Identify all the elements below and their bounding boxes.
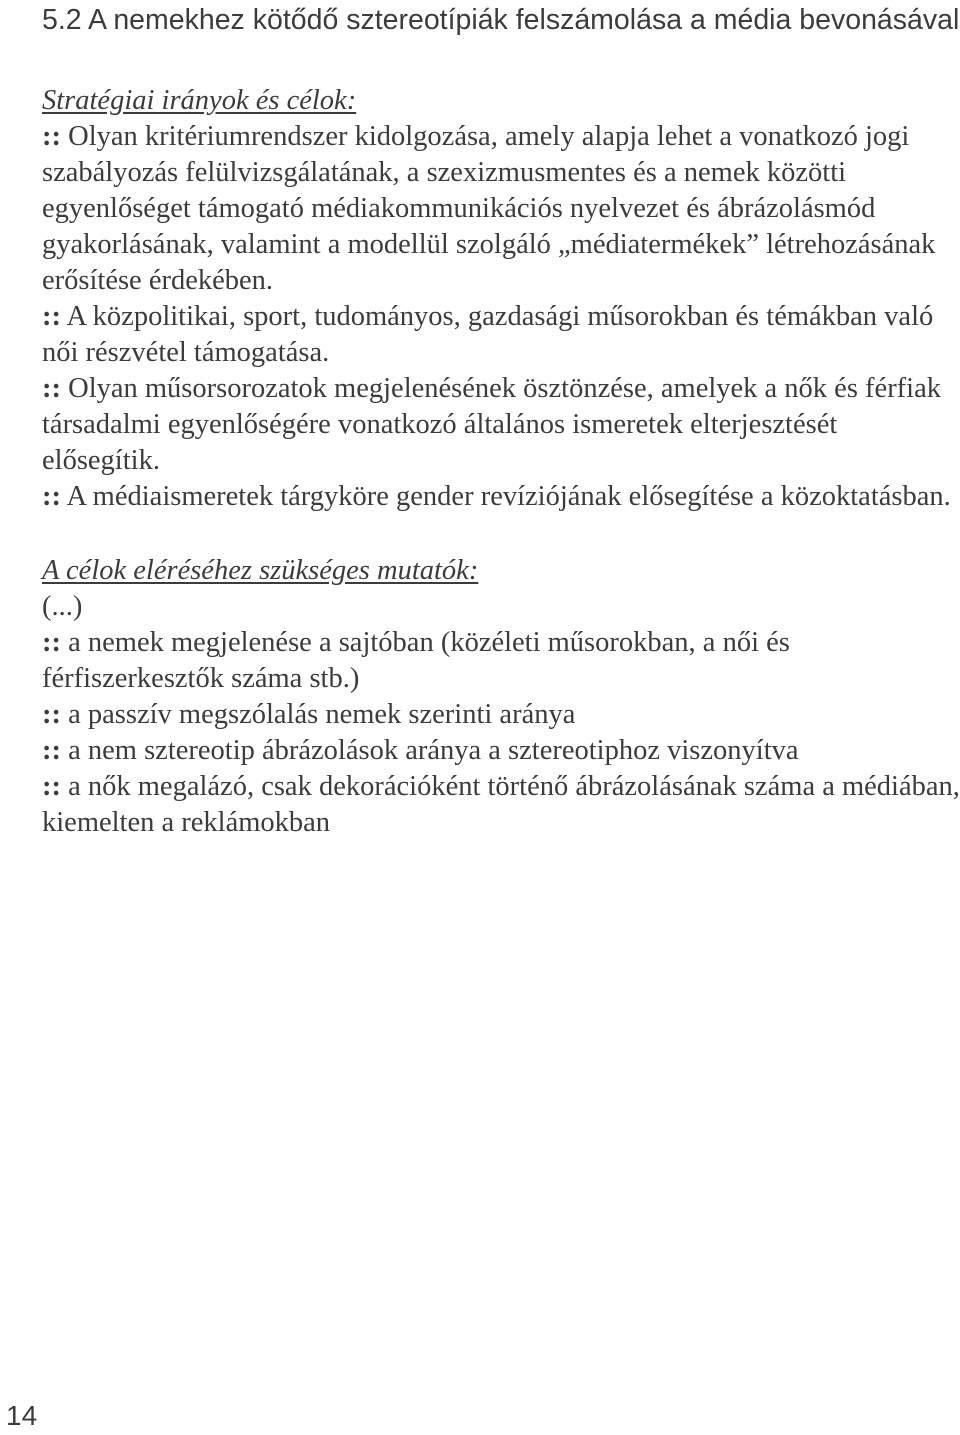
bullet-marker: :: — [42, 627, 61, 658]
list-item-text: a passzív megszólalás nemek szerinti aránya — [68, 699, 576, 730]
list-item — [42, 733, 960, 769]
list-item-text: Olyan kritériumrendszer kidolgozása, amely alapja lehet a vonatkozó jogi szabályozás felülvizsgálatának, a szexizmusmentes és a nemek közötti egyenlőséget támogató médiakommunikációs nyelvezet és ábrázolásmód gyakorlásának, valamint a modellül szolgáló „médiatermékek” létrehozásának erősítése érdekében. — [42, 121, 936, 296]
bullet-marker: :: — [42, 121, 61, 152]
page-number: 14 — [6, 1400, 38, 1431]
section-heading: 5.2 A nemekhez kötődő sztereotípiák felszámolása a média bevonásával — [42, 4, 960, 36]
list-item — [42, 119, 960, 299]
bullet-marker: :: — [42, 699, 61, 730]
indicators-section-title: A célok eléréséhez szükséges mutatók: — [42, 555, 479, 586]
list-item — [42, 479, 960, 515]
indicators-intro: (...) — [42, 591, 83, 622]
list-item — [42, 697, 960, 733]
bullet-marker: :: — [42, 735, 61, 766]
document-page — [42, 0, 960, 841]
list-item — [42, 625, 960, 697]
bullet-marker: :: — [42, 373, 61, 404]
bullet-marker: :: — [42, 481, 61, 512]
list-item — [42, 299, 960, 371]
list-item-text: a nők megalázó, csak dekorációként történő ábrázolásának száma a médiában, kiemelten a reklámokban — [42, 771, 960, 838]
list-item-text: A médiaismeretek tárgyköre gender revíziójának elősegítése a közoktatásban. — [66, 481, 951, 512]
bullet-marker: :: — [42, 771, 61, 802]
list-item — [42, 769, 960, 841]
list-item — [42, 371, 960, 479]
list-item-text: A közpolitikai, sport, tudományos, gazdasági műsorokban és témákban való női részvétel támogatása. — [42, 301, 934, 368]
bullet-marker: :: — [42, 301, 61, 332]
list-item-text: a nem sztereotip ábrázolások aránya a sztereotiphoz viszonyítva — [68, 735, 799, 766]
list-item-text: Olyan műsorsorozatok megjelenésének ösztönzése, amelyek a nők és férfiak társadalmi egyenlőségére vonatkozó általános ismeretek elterjesztését elősegítik. — [42, 373, 941, 476]
strategy-section-title: Stratégiai irányok és célok: — [42, 85, 357, 116]
list-item-text: a nemek megjelenése a sajtóban (közéleti műsorokban, a női és férfiszerkesztők száma stb.) — [42, 627, 790, 694]
